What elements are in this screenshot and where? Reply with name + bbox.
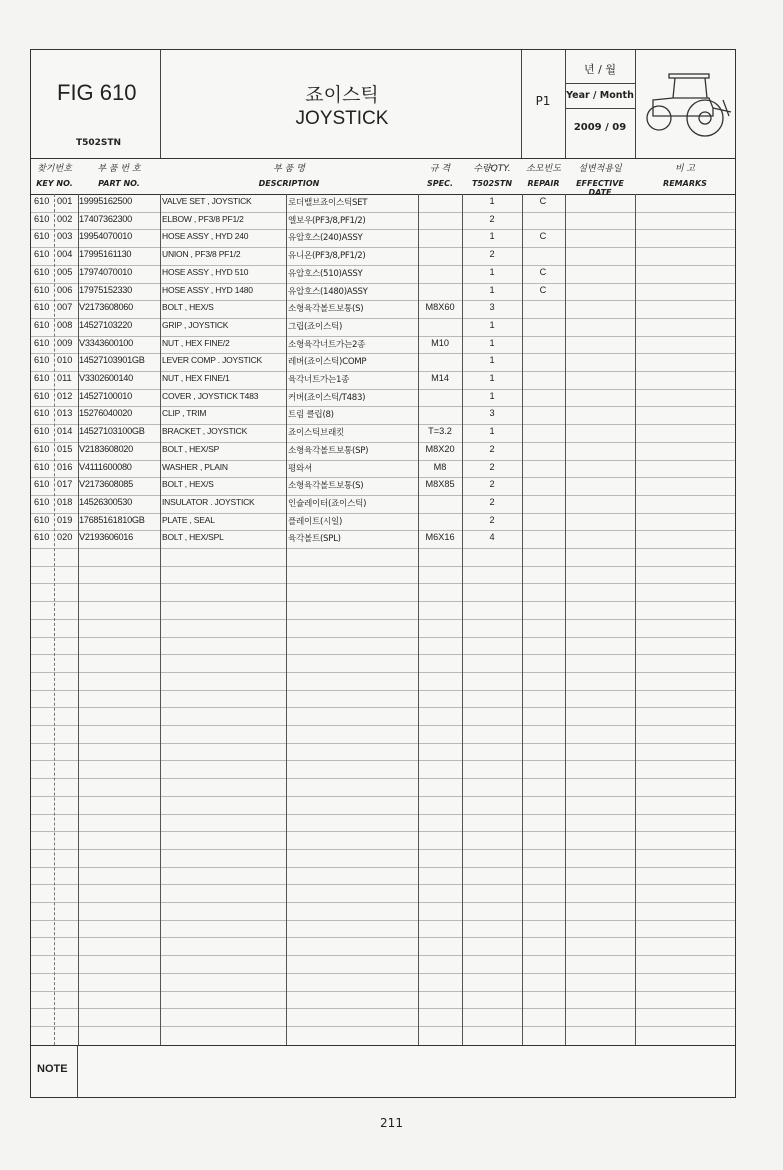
cell-fig: 610 xyxy=(34,496,50,507)
cell-qty: 1 xyxy=(489,390,495,401)
cell-item: 013 xyxy=(57,408,73,419)
table-row xyxy=(31,442,735,460)
column-spec: 규 격 SPEC. xyxy=(427,164,453,188)
year-month-divider xyxy=(565,83,635,84)
cell-part: 19995162500 xyxy=(79,196,132,206)
cell-ko: 육각볼트(SPL) xyxy=(288,534,341,545)
cell-part: 17975152330 xyxy=(79,284,132,295)
cell-qty: 2 xyxy=(489,514,495,525)
cell-part: V2173608060 xyxy=(79,302,133,313)
row-gridline xyxy=(31,672,735,673)
cell-item: 005 xyxy=(57,266,73,277)
row-gridline xyxy=(31,690,735,691)
parts-sheet xyxy=(30,49,736,1098)
cell-desc: BOLT , HEX/S xyxy=(162,479,214,490)
row-gridline xyxy=(31,601,735,602)
year-month-box xyxy=(565,50,635,158)
cell-fig: 610 xyxy=(34,390,50,401)
cell-fig: 610 xyxy=(34,461,50,472)
row-gridline xyxy=(31,867,735,868)
sheet-header xyxy=(31,50,735,159)
cell-ko: 트림 클립(8) xyxy=(288,410,334,421)
cell-item: 018 xyxy=(57,496,73,507)
table-row xyxy=(31,194,735,212)
cell-ko: 평와셔 xyxy=(288,463,313,474)
table-row xyxy=(31,212,735,230)
cell-item: 008 xyxy=(57,319,73,330)
cell-fig: 610 xyxy=(34,479,50,490)
cell-ko: 인슐레이터(죠이스틱) xyxy=(288,498,367,509)
cell-qty: 3 xyxy=(489,302,495,313)
table-row xyxy=(31,318,735,336)
cell-desc: HOSE ASSY , HYD 240 xyxy=(162,231,249,242)
row-gridline xyxy=(31,707,735,708)
page-number: 211 xyxy=(380,1116,403,1130)
cell-fig: 610 xyxy=(34,302,50,313)
row-gridline xyxy=(31,637,735,638)
cell-fig: 610 xyxy=(34,408,50,419)
cell-item: 016 xyxy=(57,461,73,472)
cell-ko: 로더밸브죠이스틱SET xyxy=(288,198,368,208)
cell-ko: 소형육각볼트보통(S) xyxy=(288,304,364,315)
row-gridline xyxy=(31,831,735,832)
cell-fig: 610 xyxy=(34,443,50,454)
year-month-divider xyxy=(565,108,635,109)
cell-desc: UNION , PF3/8 PF1/2 xyxy=(162,249,241,260)
cell-part: 17974070010 xyxy=(79,266,132,277)
cell-part: 15276040020 xyxy=(79,408,132,419)
cell-part: V2173608085 xyxy=(79,479,133,490)
row-gridline xyxy=(31,1026,735,1027)
cell-desc: LEVER COMP . JOYSTICK xyxy=(162,355,263,366)
column-description: 부 품 명 DESCRIPTION xyxy=(258,164,320,188)
table-row xyxy=(31,424,735,442)
year-month-label-en: Year / Month xyxy=(566,90,634,101)
row-gridline xyxy=(31,937,735,938)
cell-fig: 610 xyxy=(34,284,50,295)
cell-fig: 610 xyxy=(34,213,50,224)
cell-part: V3343600100 xyxy=(79,337,133,348)
table-row xyxy=(31,477,735,495)
model-code: T502STN xyxy=(76,138,122,148)
title-english: JOYSTICK xyxy=(295,108,389,129)
cell-ko: 유니온(PF3/8,PF1/2) xyxy=(288,251,366,262)
table-row xyxy=(31,530,735,548)
cell-fig: 610 xyxy=(34,231,50,242)
cell-desc: ELBOW , PF3/8 PF1/2 xyxy=(162,213,244,224)
cell-part: 14527103901GB xyxy=(79,355,145,366)
cell-item: 002 xyxy=(57,213,73,224)
page-code: P1 xyxy=(535,94,551,108)
row-gridline xyxy=(31,920,735,921)
cell-item: 006 xyxy=(57,284,73,295)
row-gridline xyxy=(31,902,735,903)
cell-qty: 2 xyxy=(489,213,495,224)
cell-qty: 2 xyxy=(489,249,495,260)
cell-desc: BRACKET , JOYSTICK xyxy=(162,426,248,437)
cell-qty: 2 xyxy=(489,479,495,490)
row-gridline xyxy=(31,583,735,584)
cell-qty: 3 xyxy=(489,408,495,419)
row-gridline xyxy=(31,725,735,726)
cell-fig: 610 xyxy=(34,532,50,543)
cell-qty: 1 xyxy=(489,196,495,206)
cell-ko: 레버(죠이스틱)COMP xyxy=(288,357,367,368)
cell-fig: 610 xyxy=(34,514,50,525)
cell-part: 19954070010 xyxy=(79,231,132,242)
cell-desc: GRIP , JOYSTICK xyxy=(162,319,229,330)
cell-item: 011 xyxy=(57,373,72,383)
cell-ko: 유압호스(1480)ASSY xyxy=(288,286,368,297)
cell-fig: 610 xyxy=(34,337,50,348)
cell-ko: 커버(죠이스틱/T483) xyxy=(288,392,366,403)
column-repair: 소모빈도 REPAIR xyxy=(526,164,561,188)
cell-item: 015 xyxy=(57,443,73,454)
year-month-value: 2009 / 09 xyxy=(573,122,627,133)
cell-spec: M8X85 xyxy=(425,479,455,490)
cell-ko: 소형육각너트가는2종 xyxy=(288,339,366,350)
cell-qty: 1 xyxy=(489,231,495,242)
cell-part: V4111600080 xyxy=(79,461,132,472)
cell-spec: M10 xyxy=(431,337,449,348)
header-divider xyxy=(635,50,636,158)
cell-qty: 1 xyxy=(489,266,495,277)
cell-part: V3302600140 xyxy=(79,373,133,383)
cell-ko: 소형육각볼트보통(SP) xyxy=(288,445,369,456)
row-gridline xyxy=(31,760,735,761)
parts-table-body xyxy=(31,194,735,1045)
cell-qty: 1 xyxy=(489,355,495,366)
cell-qty: 4 xyxy=(489,532,495,543)
row-gridline xyxy=(31,1008,735,1009)
cell-part: 17685161810GB xyxy=(79,514,145,525)
cell-rep: C xyxy=(539,266,547,277)
cell-rep: C xyxy=(539,231,547,242)
cell-item: 012 xyxy=(57,390,73,401)
table-row xyxy=(31,353,735,371)
table-row xyxy=(31,406,735,424)
cell-ko: 소형육각볼트보통(S) xyxy=(288,481,364,492)
cell-desc: NUT , HEX FINE/1 xyxy=(162,373,230,383)
row-gridline xyxy=(31,973,735,974)
cell-item: 014 xyxy=(57,426,73,437)
cell-desc: VALVE SET , JOYSTICK xyxy=(162,196,252,206)
row-gridline xyxy=(31,743,735,744)
row-gridline xyxy=(31,548,735,549)
note-divider xyxy=(77,1046,78,1098)
cell-part: 14527103100GB xyxy=(79,426,145,437)
cell-rep: C xyxy=(539,196,547,206)
cell-part: V2193606016 xyxy=(79,532,133,543)
tractor-icon xyxy=(639,68,733,138)
cell-item: 004 xyxy=(57,249,73,260)
cell-desc: HOSE ASSY , HYD 510 xyxy=(162,266,249,277)
cell-fig: 610 xyxy=(34,196,50,206)
row-gridline xyxy=(31,566,735,567)
cell-item: 010 xyxy=(57,355,73,366)
cell-qty: 1 xyxy=(489,337,495,348)
cell-desc: PLATE , SEAL xyxy=(162,514,215,525)
cell-desc: BOLT , HEX/SP xyxy=(162,443,220,454)
cell-desc: BOLT , HEX/S xyxy=(162,302,214,313)
cell-ko: 그립(죠이스틱) xyxy=(288,321,343,332)
cell-ko: 플레이트(시일) xyxy=(288,516,343,527)
table-row xyxy=(31,371,735,389)
row-gridline xyxy=(31,884,735,885)
row-gridline xyxy=(31,991,735,992)
cell-qty: 1 xyxy=(489,319,495,330)
cell-item: 020 xyxy=(57,532,73,543)
cell-item: 003 xyxy=(57,231,73,242)
cell-fig: 610 xyxy=(34,355,50,366)
cell-fig: 610 xyxy=(34,266,50,277)
cell-ko: 죠이스틱브래킷 xyxy=(288,428,345,439)
cell-fig: 610 xyxy=(34,249,50,260)
cell-qty: 1 xyxy=(489,426,495,437)
cell-desc: NUT , HEX FINE/2 xyxy=(162,337,230,348)
cell-part: 17407362300 xyxy=(79,213,132,224)
column-qty: 수량QTY. T502STN xyxy=(471,164,513,188)
cell-desc: COVER , JOYSTICK T483 xyxy=(162,390,259,401)
cell-desc: CLIP , TRIM xyxy=(162,408,207,419)
cell-ko: 유압호스(240)ASSY xyxy=(288,233,363,244)
cell-spec: M14 xyxy=(431,373,449,383)
cell-qty: 1 xyxy=(489,284,495,295)
cell-spec: M6X16 xyxy=(425,532,455,543)
row-gridline xyxy=(31,619,735,620)
row-gridline xyxy=(31,849,735,850)
table-row xyxy=(31,247,735,265)
column-part-no: 부 품 번 호 PART NO. xyxy=(97,164,141,188)
cell-desc: BOLT , HEX/SPL xyxy=(162,532,224,543)
cell-ko: 육각너트가는1종 xyxy=(288,375,350,385)
cell-item: 001 xyxy=(57,196,73,206)
cell-desc: INSULATOR . JOYSTICK xyxy=(162,496,255,507)
table-row xyxy=(31,283,735,301)
row-gridline xyxy=(31,778,735,779)
cell-ko: 엘보우(PF3/8,PF1/2) xyxy=(288,215,366,226)
cell-fig: 610 xyxy=(34,319,50,330)
cell-item: 019 xyxy=(57,514,73,525)
cell-spec: M8X20 xyxy=(425,443,455,454)
table-row xyxy=(31,513,735,531)
cell-desc: HOSE ASSY , HYD 1480 xyxy=(162,284,253,295)
cell-part: 17995161130 xyxy=(79,249,132,260)
cell-part: V2183608020 xyxy=(79,443,133,454)
note-section xyxy=(31,1045,735,1098)
cell-ko: 유압호스(510)ASSY xyxy=(288,268,363,279)
cell-part: 14527100010 xyxy=(79,390,132,401)
title-korean: 죠이스틱 xyxy=(305,84,379,106)
fig-number: FIG 610 xyxy=(57,80,137,105)
row-gridline xyxy=(31,955,735,956)
row-gridline xyxy=(31,796,735,797)
cell-rep: C xyxy=(539,284,547,295)
cell-item: 009 xyxy=(57,337,73,348)
cell-item: 017 xyxy=(57,479,73,490)
column-header-row xyxy=(31,158,735,195)
cell-part: 14527103220 xyxy=(79,319,132,330)
cell-qty: 2 xyxy=(489,496,495,507)
table-row xyxy=(31,336,735,354)
table-row xyxy=(31,389,735,407)
cell-spec: M8X60 xyxy=(425,302,455,313)
column-remarks: 비 고 REMARKS xyxy=(663,164,707,188)
table-row xyxy=(31,265,735,283)
table-row xyxy=(31,229,735,247)
column-effective-date: 설변적용일 EFFECTIVE DATE xyxy=(576,164,624,197)
cell-qty: 1 xyxy=(489,373,495,383)
cell-spec: M8 xyxy=(433,461,447,472)
year-month-label-ko: 년 / 월 xyxy=(584,63,616,76)
row-gridline xyxy=(31,654,735,655)
cell-fig: 610 xyxy=(34,373,50,383)
cell-qty: 2 xyxy=(489,443,495,454)
cell-item: 007 xyxy=(57,302,73,313)
cell-qty: 2 xyxy=(489,461,495,472)
note-label: NOTE xyxy=(37,1063,68,1075)
cell-spec: T=3.2 xyxy=(428,426,452,437)
table-row xyxy=(31,495,735,513)
table-row xyxy=(31,460,735,478)
cell-fig: 610 xyxy=(34,426,50,437)
cell-desc: WASHER , PLAIN xyxy=(162,461,228,472)
row-gridline xyxy=(31,814,735,815)
column-key-no: 찾기번호 KEY NO. xyxy=(36,164,73,188)
table-row xyxy=(31,300,735,318)
cell-part: 14526300530 xyxy=(79,496,132,507)
